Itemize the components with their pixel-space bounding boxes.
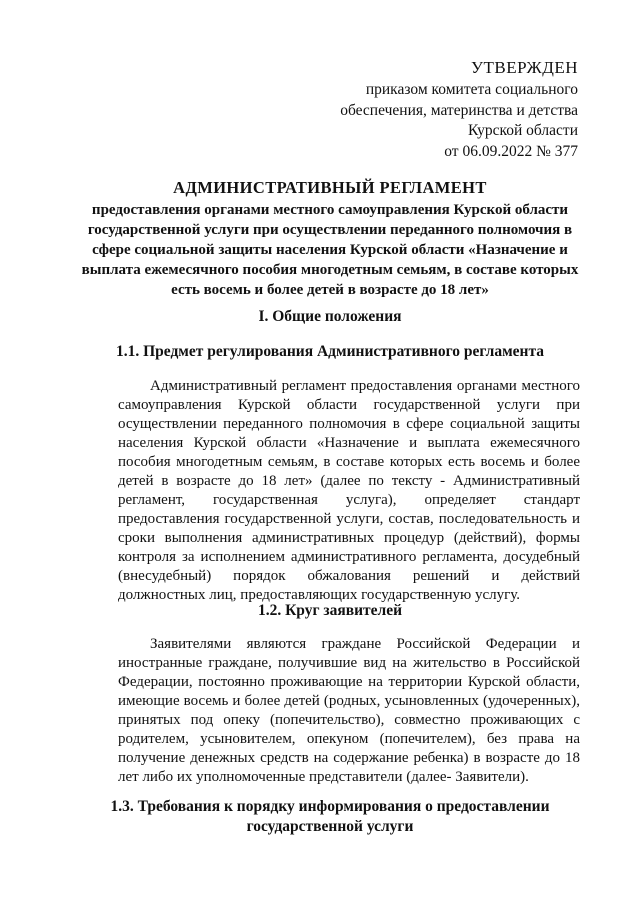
section-1-3-heading-line-1: 1.3. Требования к порядку информирования о предоставлении <box>110 798 550 815</box>
section-1-2-heading: 1.2. Круг заявителей <box>257 602 403 619</box>
approval-line-1: приказом комитета социального <box>365 81 578 98</box>
section-1-3-heading <box>80 797 580 837</box>
section-1-1-heading: 1.1. Предмет регулирования Административного регламента <box>115 343 545 360</box>
title-main: АДМИНИСТРАТИВНЫЙ РЕГЛАМЕНТ <box>173 178 487 197</box>
document-title <box>80 178 580 300</box>
section-general-heading: I. Общие положения <box>258 308 402 325</box>
title-subtitle: предоставления органами местного самоуправления Курской области государственной услуги при осуществлении переданного полномочия в сфере социальной защиты населения Курской области «Назначение и выплата ежемесячного пособия многодетным семьям, в составе которых есть восемь и более детей в возрасте до 18 лет» <box>81 202 579 298</box>
section-1-1-paragraph: Административный регламент предоставления органами местного самоуправления Курской области государственной услуги при осуществлении переданного полномочия в сфере социальной защиты населения Курской области «Назначение и выплата ежемесячного пособия многодетным семьям, в составе которых есть восемь и более детей в возрасте до 18 лет» (далее по тексту - Административный регламент, государственная услуга), определяет стандарт предоставления государственной услуги, состав, последовательность и сроки выполнения административных процедур (действий), формы контроля за исполнением административного регламента, досудебный (внесудебный) порядок обжалования решений и действий должностных лиц, предоставляющих государственную услугу. <box>118 378 580 603</box>
approval-line-2: обеспечения, материнства и детства <box>340 101 578 119</box>
approval-line-4: от 06.09.2022 № 377 <box>444 142 578 160</box>
approval-stamp <box>278 56 578 162</box>
approval-line-3: Курской области <box>467 122 578 139</box>
section-1-2-paragraph: Заявителями являются граждане Российской Федерации и иностранные граждане, получившие вид на жительство в Российской Федерации, постоянно проживающие на территории Курской области, имеющие восемь и более детей (родных, усыновленных (удочеренных), принятых под опеку (попечительство), совместно проживающих с родителем, усыновителем, опекуном (попечителем), без права на получение денежных средств на содержание ребенка) в возрасте до 18 лет либо их уполномоченные представители (далее- Заявители). <box>118 636 580 785</box>
approval-head: УТВЕРЖДЕН <box>471 58 578 77</box>
section-1-3-heading-line-2: государственной услуги <box>246 818 414 835</box>
